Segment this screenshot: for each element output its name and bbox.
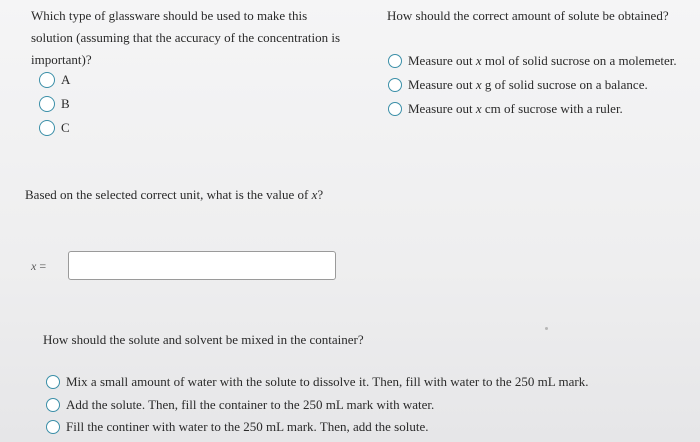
mixing-option-3-label: Fill the continer with water to the 250 mL mark. Then, add the solute. xyxy=(66,419,429,434)
radio-mix-3[interactable] xyxy=(46,420,60,434)
glassware-option-c-label: C xyxy=(61,120,70,135)
mixing-question: How should the solute and solvent be mixed in the container? xyxy=(43,332,364,347)
solute-option-ruler-label: Measure out x cm of sucrose with a ruler. xyxy=(408,101,623,116)
solute-option-balance-label: Measure out x g of solid sucrose on a balance. xyxy=(408,77,648,92)
glassware-option-b[interactable] xyxy=(39,96,70,112)
mixing-option-1[interactable] xyxy=(46,374,588,390)
solute-option-ruler[interactable] xyxy=(388,101,623,117)
solute-amount-question: How should the correct amount of solute be obtained? xyxy=(387,8,669,23)
solute-option-molemeter[interactable] xyxy=(388,53,677,69)
radio-c[interactable] xyxy=(39,120,55,136)
radio-mix-2[interactable] xyxy=(46,398,60,412)
mixing-option-3[interactable] xyxy=(46,419,428,435)
radio-mix-1[interactable] xyxy=(46,375,60,389)
radio-b[interactable] xyxy=(39,96,55,112)
x-value-input[interactable] xyxy=(68,251,336,280)
x-value-question: Based on the selected correct unit, what is the value of x? xyxy=(25,187,324,202)
x-label: x = xyxy=(31,259,47,273)
radio-molemeter[interactable] xyxy=(388,54,402,68)
radio-balance[interactable] xyxy=(388,78,402,92)
radio-ruler[interactable] xyxy=(388,102,402,116)
glassware-option-c[interactable] xyxy=(39,120,70,136)
glassware-option-b-label: B xyxy=(61,96,70,111)
mixing-option-2[interactable] xyxy=(46,397,434,413)
glassware-option-a[interactable] xyxy=(39,72,70,88)
stray-mark xyxy=(545,327,548,330)
glassware-option-a-label: A xyxy=(61,72,71,87)
solute-option-molemeter-label: Measure out x mol of solid sucrose on a molemeter. xyxy=(408,53,677,68)
radio-a[interactable] xyxy=(39,72,55,88)
glassware-question: Which type of glassware should be used to make this solution (assuming that the accuracy of the concentration is important)? xyxy=(31,8,341,67)
mixing-option-1-label: Mix a small amount of water with the solute to dissolve it. Then, fill with water to the 250 mL mark. xyxy=(66,374,589,389)
solute-option-balance[interactable] xyxy=(388,77,648,93)
mixing-option-2-label: Add the solute. Then, fill the container to the 250 mL mark with water. xyxy=(66,397,435,412)
